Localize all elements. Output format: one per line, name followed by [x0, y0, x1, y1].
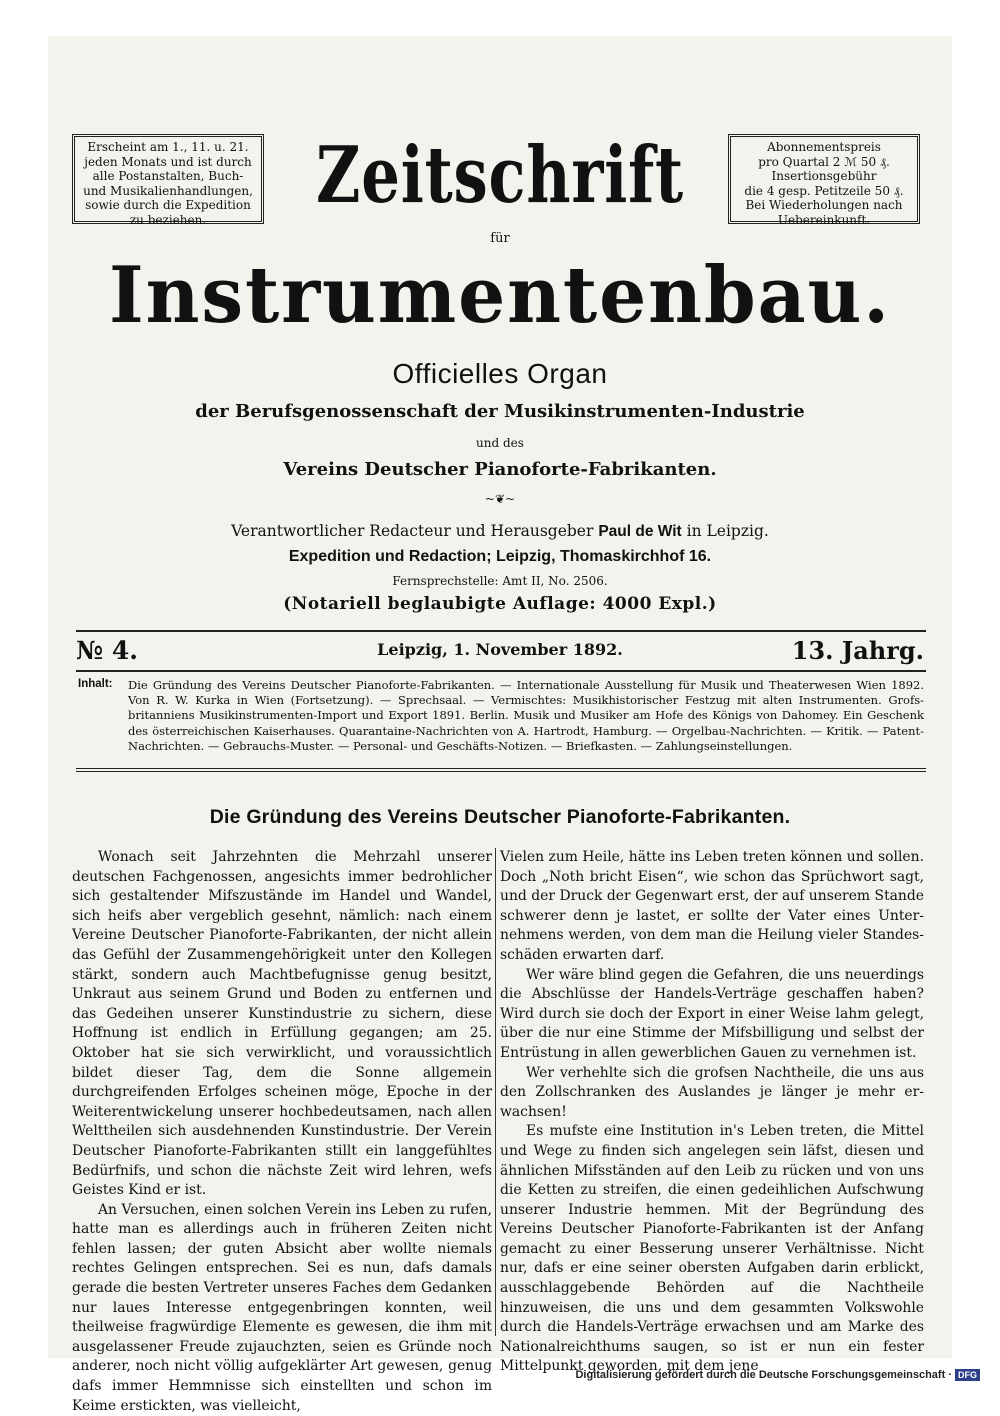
price-line: Uebereinkunft. [777, 212, 871, 227]
dfg-logo-icon: DFG [955, 1369, 980, 1381]
paragraph: An Versuchen, einen solchen Verein ins Leben zu rufen, hatte man es allerdings auch in früheren Zeiten nicht fehlen lassen; der guten Absicht aber wollte niemals rechtes Gelingen entsprechen. Sei es nun, dafs damals gerade die besten Vertreter unseres Faches dem Gedanken nur laues Interesse entgegenbringen konnten, weil theilweise fragwürdige Elemente es gewesen, die ihm mit ausgelassener Freude zujauchzten, seien es Gründe noch anderer, noch nicht völlig aufgeklärter Art gewesen, genug dafs immer Hemmnisse sich einstellten und schon im Keime erstickten, was vielleicht, [72, 1201, 492, 1414]
ornament-icon: ~❦~ [484, 492, 516, 506]
issue-date: Leipzig, 1. November 1892. [377, 640, 623, 659]
contents-text: Die Gründung des Vereins Deutscher Pianoforte-Fabrikanten. — Internationale Ausstellung für Musik und Theaterwesen Wien 1892. Von R. W. Kurka in Wien (Fortsetzung). — Sprechsaal. — Vermischtes: Musikhistorischer Festzug mit alten Instrumenten. Grofsbritanniens Musikinstrumenten-Import und Export 1891. Berlin. Musik und Musiker am Hofe des Königs von Dahomey. Ein Geschenk des österreichischen Kaiserhauses. Quarantaine-Nachrichten von A. Hartrodt, Hamburg. — Orgelbau-Nachrichten. — Kritik. — Patent-Nachrichten. — Gebrauchs-Muster. — Personal- und Geschäfts-Notizen. — Briefkasten. — Zahlungseinstellungen. [128, 678, 924, 753]
und-des-line: und des [476, 436, 524, 450]
phone-line: Fernsprechstelle: Amt II, No. 2506. [392, 574, 608, 588]
info-line: Erscheint am 1., 11. u. 21. [87, 140, 249, 154]
paragraph: Wonach seit Jahrzehnten die Mehrzahl unserer deutschen Fachgenossen, angesichts immer bedrohlicher sich gestaltender Mifszustände im Handel und Wandel, sich heifs aber vergeblich gesehnt, nämlich: nach einem Vereine Deutscher Pianoforte-Fabrikanten, der nicht allein das Gefühl der Zusammengehörigkeit unter den Kollegen stärkt, sondern auch Machtbefugnisse genug besitzt, Unkraut aus seinem Grund und Boden zu entfernen und das Gedeihen unserer Kunstindustrie zu sichern, diese Hoffnung ist endlich in Erfüllung gegangen; am 25. Oktober hat sie sich verwirklicht, und voraussichtlich bildet dieser Tag, dem die Sonne allgemein durchgreifenden Erfolges scheinen möge, Epoche in der Weiterentwickelung unserer hochbedeutsamen, nach allen Welttheilen sich ausdehnenden Kunstindustrie. Der Verein Deutscher Pianoforte-Fabrikanten stillt ein langgefühltes Bedürfnifs, und schon die nächste Zeit wird lehren, wefs Geistes Kind er ist. [72, 849, 492, 1199]
editor-suffix: in Leipzig. [681, 522, 769, 540]
masthead-fuer: für [490, 231, 510, 246]
column-divider [495, 848, 496, 1336]
info-line: zu beziehen. [129, 212, 207, 227]
masthead-subtitle: Instrumentenbau. [109, 250, 891, 341]
paragraph: Wer wäre blind gegen die Gefahren, die uns neuerdings die Abschlüsse der Handels-Verträge geschaffen haben? Wird durch sie doch der Export in einer Weise lahm gelegt, über die nur eine Stimme der Mifsbilligung und selbst der Entrüstung in allen gewerblichen Gauen zu vernehmen ist. [500, 966, 924, 1061]
info-line: und Musikalienhandlungen, [83, 183, 253, 198]
article-headline: Die Gründung des Vereins Deutscher Pianoforte-Fabrikanten. [209, 806, 791, 828]
info-line: sowie durch die Expedition [85, 198, 251, 213]
price-line: Bei Wiederholungen nach [745, 198, 903, 213]
price-line: die 4 gesp. Petitzeile 50 ₰. [744, 183, 904, 198]
editor-line [48, 522, 952, 541]
divider [76, 630, 926, 632]
editor-name: Paul de Wit [598, 523, 682, 540]
issue-number: № 4. [76, 636, 138, 665]
digitization-credit: Digitalisierung gefördert durch die Deutsche Forschungsgemeinschaft · DFG [575, 1369, 980, 1381]
price-line: pro Quartal 2 ℳ 50 ₰. [758, 154, 890, 169]
masthead-title: Zeitschrift [316, 130, 684, 221]
expedition-line: Expedition und Redaction; Leipzig, Thomaskirchhof 16. [288, 548, 712, 565]
article-column-right [500, 848, 924, 1377]
divider [76, 768, 926, 769]
association-line-1: der Berufsgenossenschaft der Musikinstrumenten-Industrie [195, 401, 805, 422]
issue-year: 13. Jahrg. [791, 636, 924, 665]
contents-label: Inhalt: [78, 678, 113, 690]
info-line: jeden Monats und ist durch [84, 154, 252, 169]
info-line: alle Postanstalten, Buch- [92, 169, 244, 184]
editor-prefix: Verantwortlicher Redacteur und Herausgeber [231, 522, 599, 540]
paragraph: Vielen zum Heile, hätte ins Leben treten können und sollen. Doch „Noth bricht Eisen“, wie schon das Sprüchwort sagt, und der Druck der Gegenwart erst, der auf unserem Stande schwerer denn je lastet, er sollte der Vater eines Unternehmens werden, von dem man die Heilung vieler Standesschäden erwarten darf. [500, 849, 924, 963]
credit-text: Digitalisierung gefördert durch die Deutsche Forschungsgemeinschaft [575, 1369, 946, 1381]
price-line: Abonnementspreis [767, 140, 881, 154]
association-line-2: Vereins Deutscher Pianoforte-Fabrikanten. [283, 459, 717, 480]
price-line: Insertionsgebühr [771, 169, 877, 184]
official-organ-line: Officielles Organ [392, 358, 608, 389]
paragraph: Wer verhehlte sich die grofsen Nachtheile, die uns aus den Zollschranken des Auslandes je länger je mehr erwachsen! [500, 1064, 924, 1120]
divider [76, 771, 926, 772]
article-column-left [72, 848, 492, 1416]
divider [76, 670, 926, 672]
circulation-line: (Notariell beglaubigte Auflage: 4000 Expl.) [283, 594, 717, 614]
paragraph: Es mufste eine Institution in's Leben treten, die Mittel und Wege zu finden sich angelegen sein läfst, diesen und ähnlichen Mifsständen auf den Leib zu rücken und von uns die Ketten zu streifen, die einen gedeihlichen Aufschwung unserer Industrie hemmen. Mit der Begründung des Vereins Deutscher Pianoforte-Fabrikanten ist der Anfang gemacht zu einer Besserung unserer Verhältnisse. Nicht nur, dafs er eine seiner obersten Aufgaben darin erblickt, ausschlaggebende Behörden auf die Nachtheile hinzuweisen, die uns und dem gesammten Volkswohle durch die Handels-Verträge erwachsen und am Marke des Nationalreichthums saugen, so ist er nun ein fester Mittelpunkt geworden, mit dem jene [500, 1123, 924, 1375]
